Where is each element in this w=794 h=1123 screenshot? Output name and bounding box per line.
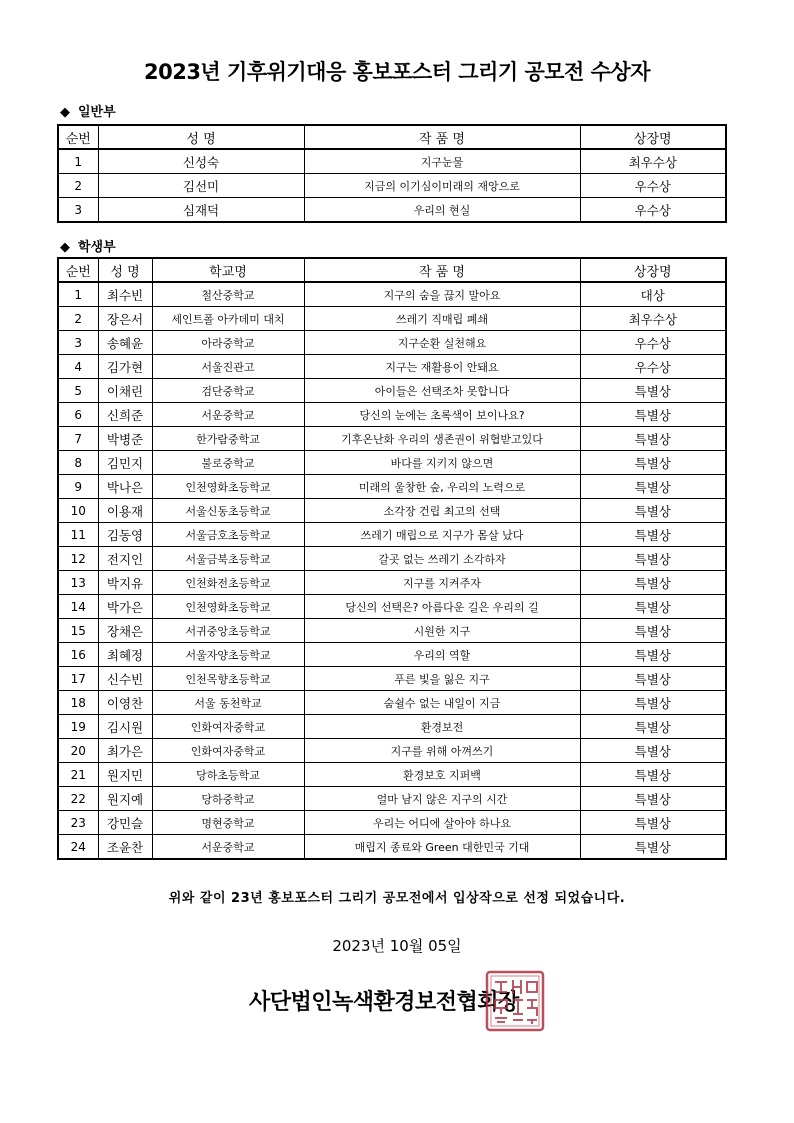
cell-number: 6 xyxy=(58,403,98,427)
table-row xyxy=(58,403,726,427)
cell-work-title: 기후온난화 우리의 생존권이 위협받고있다 xyxy=(304,427,580,451)
cell-school: 인천영화초등학교 xyxy=(152,595,304,619)
cell-name: 박지유 xyxy=(98,571,152,595)
cell-name: 김가현 xyxy=(98,355,152,379)
cell-name: 박병준 xyxy=(98,427,152,451)
cell-award: 특별상 xyxy=(580,691,726,715)
table-row xyxy=(58,451,726,475)
cell-number: 9 xyxy=(58,475,98,499)
cell-work-title: 지구순환 실천해요 xyxy=(304,331,580,355)
cell-award: 특별상 xyxy=(580,811,726,835)
cell-school: 서울진관고 xyxy=(152,355,304,379)
cell-number: 5 xyxy=(58,379,98,403)
cell-name: 김선미 xyxy=(98,174,304,198)
cell-school: 서울자양초등학교 xyxy=(152,643,304,667)
cell-award: 특별상 xyxy=(580,427,726,451)
cell-number: 18 xyxy=(58,691,98,715)
header-work-title: 작 품 명 xyxy=(304,258,580,282)
cell-school: 서운중학교 xyxy=(152,403,304,427)
cell-school: 서운중학교 xyxy=(152,835,304,860)
cell-award: 우수상 xyxy=(580,355,726,379)
header-number: 순번 xyxy=(58,258,98,282)
header-number: 순번 xyxy=(58,125,98,149)
cell-number: 10 xyxy=(58,499,98,523)
cell-number: 24 xyxy=(58,835,98,860)
header-award: 상장명 xyxy=(580,125,726,149)
cell-number: 16 xyxy=(58,643,98,667)
cell-school: 철산중학교 xyxy=(152,282,304,307)
student-table-body xyxy=(58,282,726,859)
cell-school: 인천화전초등학교 xyxy=(152,571,304,595)
table-row xyxy=(58,198,726,223)
table-row xyxy=(58,499,726,523)
diamond-bullet-icon: ◆ xyxy=(60,105,70,120)
cell-name: 원지예 xyxy=(98,787,152,811)
table-row xyxy=(58,619,726,643)
cell-award: 우수상 xyxy=(580,198,726,223)
cell-work-title: 당신의 선택은? 아름다운 길은 우리의 길 xyxy=(304,595,580,619)
cell-award: 우수상 xyxy=(580,331,726,355)
cell-award: 특별상 xyxy=(580,547,726,571)
cell-number: 4 xyxy=(58,355,98,379)
cell-name: 원지민 xyxy=(98,763,152,787)
table-row xyxy=(58,331,726,355)
cell-school: 한가람중학교 xyxy=(152,427,304,451)
cell-number: 13 xyxy=(58,571,98,595)
cell-number: 15 xyxy=(58,619,98,643)
cell-school: 세인트폴 아카데미 대치 xyxy=(152,307,304,331)
cell-award: 특별상 xyxy=(580,787,726,811)
cell-award: 특별상 xyxy=(580,379,726,403)
cell-work-title: 쓰레기 직매립 폐쇄 xyxy=(304,307,580,331)
cell-name: 장은서 xyxy=(98,307,152,331)
cell-award: 특별상 xyxy=(580,835,726,860)
cell-number: 1 xyxy=(58,282,98,307)
table-row xyxy=(58,715,726,739)
cell-number: 19 xyxy=(58,715,98,739)
table-header-row xyxy=(58,258,726,282)
cell-name: 전지인 xyxy=(98,547,152,571)
cell-number: 3 xyxy=(58,331,98,355)
section-label-general xyxy=(60,101,116,120)
cell-work-title: 푸른 빛을 잃은 지구 xyxy=(304,667,580,691)
table-row xyxy=(58,787,726,811)
cell-work-title: 우리의 현실 xyxy=(304,198,580,223)
cell-work-title: 우리의 역할 xyxy=(304,643,580,667)
cell-award: 특별상 xyxy=(580,667,726,691)
issue-date: 2023년 10월 05일 xyxy=(332,937,462,955)
cell-work-title: 바다를 지키지 않으면 xyxy=(304,451,580,475)
cell-work-title: 쓰레기 매립으로 지구가 몸살 났다 xyxy=(304,523,580,547)
table-row xyxy=(58,739,726,763)
cell-work-title: 지구를 지켜주자 xyxy=(304,571,580,595)
header-award: 상장명 xyxy=(580,258,726,282)
cell-award: 특별상 xyxy=(580,499,726,523)
cell-work-title: 아이들은 선택조차 못합니다 xyxy=(304,379,580,403)
cell-name: 신수빈 xyxy=(98,667,152,691)
cell-school: 명현중학교 xyxy=(152,811,304,835)
cell-work-title: 지구의 숨을 끊지 말아요 xyxy=(304,282,580,307)
header-work-title: 작 품 명 xyxy=(304,125,580,149)
cell-name: 심재덕 xyxy=(98,198,304,223)
general-awards-table xyxy=(57,124,727,223)
cell-work-title: 미래의 울창한 숲, 우리의 노력으로 xyxy=(304,475,580,499)
cell-work-title: 우리는 어디에 살아야 하나요 xyxy=(304,811,580,835)
cell-school: 당하초등학교 xyxy=(152,763,304,787)
cell-name: 최가은 xyxy=(98,739,152,763)
page-title: 2023년 기후위기대응 홍보포스터 그리기 공모전 수상자 xyxy=(143,60,650,84)
cell-school: 인천영화초등학교 xyxy=(152,475,304,499)
table-row xyxy=(58,149,726,174)
cell-work-title: 지구는 재활용이 안돼요 xyxy=(304,355,580,379)
section-label-student xyxy=(60,236,116,255)
cell-name: 신성숙 xyxy=(98,149,304,174)
diamond-bullet-icon: ◆ xyxy=(60,240,70,255)
section-label-text: 학생부 xyxy=(78,240,116,255)
cell-number: 3 xyxy=(58,198,98,223)
cell-name: 이영찬 xyxy=(98,691,152,715)
general-table-body xyxy=(58,149,726,222)
cell-school: 검단중학교 xyxy=(152,379,304,403)
table-row xyxy=(58,595,726,619)
cell-name: 김동영 xyxy=(98,523,152,547)
cell-school: 당하중학교 xyxy=(152,787,304,811)
cell-school: 불로중학교 xyxy=(152,451,304,475)
cell-work-title: 얼마 남지 않은 지구의 시간 xyxy=(304,787,580,811)
cell-number: 17 xyxy=(58,667,98,691)
student-awards-table xyxy=(57,257,727,860)
cell-award: 특별상 xyxy=(580,403,726,427)
cell-award: 특별상 xyxy=(580,523,726,547)
cell-award: 우수상 xyxy=(580,174,726,198)
table-row xyxy=(58,523,726,547)
cell-school: 서울금북초등학교 xyxy=(152,547,304,571)
cell-award: 특별상 xyxy=(580,475,726,499)
cell-school: 서귀중앙초등학교 xyxy=(152,619,304,643)
cell-award: 최우수상 xyxy=(580,149,726,174)
cell-award: 특별상 xyxy=(580,571,726,595)
selection-notice: 위와 같이 23년 홍보포스터 그리기 공모전에서 입상작으로 선정 되었습니다. xyxy=(168,891,626,906)
cell-award: 특별상 xyxy=(580,715,726,739)
table-header-row xyxy=(58,125,726,149)
header-name: 성 명 xyxy=(98,125,304,149)
cell-school: 서울 동천학교 xyxy=(152,691,304,715)
cell-work-title: 환경보전 xyxy=(304,715,580,739)
organization-name: 사단법인녹색환경보전협회장 xyxy=(249,990,519,1015)
cell-name: 김시원 xyxy=(98,715,152,739)
table-row xyxy=(58,174,726,198)
cell-name: 최혜정 xyxy=(98,643,152,667)
table-row xyxy=(58,475,726,499)
table-row xyxy=(58,427,726,451)
cell-award: 특별상 xyxy=(580,595,726,619)
cell-award: 대상 xyxy=(580,282,726,307)
cell-name: 박나은 xyxy=(98,475,152,499)
cell-name: 신희준 xyxy=(98,403,152,427)
cell-number: 8 xyxy=(58,451,98,475)
table-row xyxy=(58,811,726,835)
table-row xyxy=(58,643,726,667)
cell-number: 11 xyxy=(58,523,98,547)
cell-name: 박가은 xyxy=(98,595,152,619)
header-school: 학교명 xyxy=(152,258,304,282)
cell-number: 2 xyxy=(58,174,98,198)
cell-work-title: 매립지 종료와 Green 대한민국 기대 xyxy=(304,835,580,860)
cell-school: 서울금호초등학교 xyxy=(152,523,304,547)
cell-number: 14 xyxy=(58,595,98,619)
cell-number: 2 xyxy=(58,307,98,331)
cell-work-title: 지구를 위해 아껴쓰기 xyxy=(304,739,580,763)
cell-award: 특별상 xyxy=(580,643,726,667)
table-row xyxy=(58,571,726,595)
cell-award: 특별상 xyxy=(580,451,726,475)
table-row xyxy=(58,282,726,307)
cell-school: 인화여자중학교 xyxy=(152,715,304,739)
cell-school: 아라중학교 xyxy=(152,331,304,355)
cell-name: 김민지 xyxy=(98,451,152,475)
table-row xyxy=(58,763,726,787)
cell-school: 인화여자중학교 xyxy=(152,739,304,763)
table-row xyxy=(58,307,726,331)
cell-name: 조윤찬 xyxy=(98,835,152,860)
cell-school: 서울신동초등학교 xyxy=(152,499,304,523)
cell-work-title: 숨쉴수 없는 내일이 지금 xyxy=(304,691,580,715)
cell-number: 22 xyxy=(58,787,98,811)
cell-award: 최우수상 xyxy=(580,307,726,331)
cell-number: 21 xyxy=(58,763,98,787)
cell-award: 특별상 xyxy=(580,619,726,643)
cell-work-title: 지금의 이기심이미래의 재앙으로 xyxy=(304,174,580,198)
cell-name: 송혜윤 xyxy=(98,331,152,355)
cell-work-title: 지구눈물 xyxy=(304,149,580,174)
cell-name: 강민슬 xyxy=(98,811,152,835)
cell-work-title: 시원한 지구 xyxy=(304,619,580,643)
table-row xyxy=(58,691,726,715)
section-label-text: 일반부 xyxy=(78,105,116,120)
table-row xyxy=(58,379,726,403)
table-row xyxy=(58,547,726,571)
official-seal-icon xyxy=(485,970,545,1032)
cell-name: 최수빈 xyxy=(98,282,152,307)
cell-number: 7 xyxy=(58,427,98,451)
cell-work-title: 당신의 눈에는 초록색이 보이나요? xyxy=(304,403,580,427)
cell-work-title: 환경보호 지퍼백 xyxy=(304,763,580,787)
cell-work-title: 소각장 건립 최고의 선택 xyxy=(304,499,580,523)
header-name: 성 명 xyxy=(98,258,152,282)
table-row xyxy=(58,667,726,691)
table-row xyxy=(58,355,726,379)
cell-award: 특별상 xyxy=(580,763,726,787)
cell-number: 20 xyxy=(58,739,98,763)
cell-name: 이채린 xyxy=(98,379,152,403)
cell-number: 1 xyxy=(58,149,98,174)
cell-name: 이용재 xyxy=(98,499,152,523)
cell-work-title: 갈곳 없는 쓰레기 소각하자 xyxy=(304,547,580,571)
cell-school: 인천목향초등학교 xyxy=(152,667,304,691)
cell-number: 23 xyxy=(58,811,98,835)
cell-number: 12 xyxy=(58,547,98,571)
cell-award: 특별상 xyxy=(580,739,726,763)
cell-name: 장채은 xyxy=(98,619,152,643)
table-row xyxy=(58,835,726,860)
